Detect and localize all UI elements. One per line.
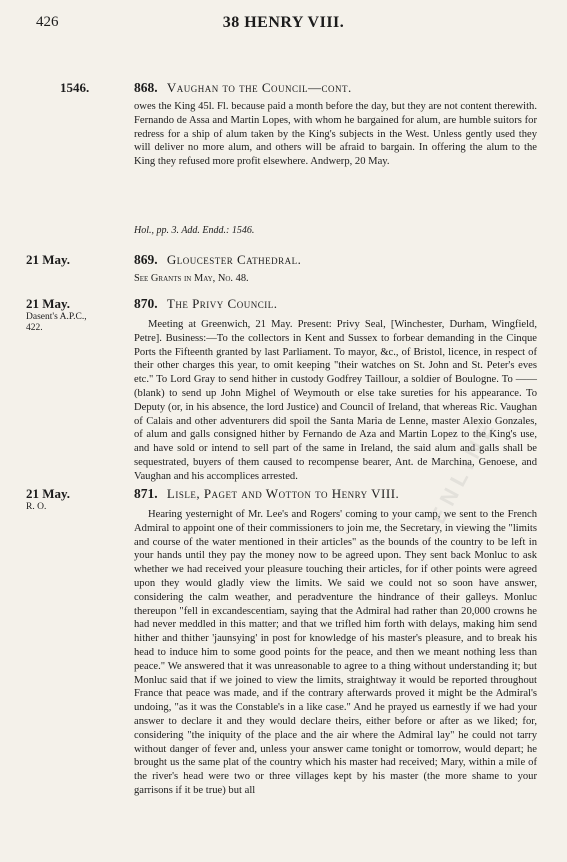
cross-reference: See Grants in May, No. 48. xyxy=(134,273,249,284)
margin-year: 1546. xyxy=(60,80,90,95)
date-text: 21 May. xyxy=(26,252,71,267)
date-text: 21 May. xyxy=(26,486,71,501)
entry-heading xyxy=(134,252,301,268)
entry-number: 870. xyxy=(134,296,158,311)
entry-title: Lisle, Paget and Wotton to Henry VIII. xyxy=(166,486,400,501)
entry-heading xyxy=(134,296,277,312)
source-reference: R. O. xyxy=(26,502,47,512)
entry-title: Gloucester Cathedral. xyxy=(166,252,302,267)
page-number: 426 xyxy=(36,14,59,30)
entry-date xyxy=(26,252,96,268)
entry-note: Hol., pp. 3. Add. Endd.: 1546. xyxy=(134,225,255,236)
entry-title: Vaughan to the Council—cont. xyxy=(166,80,352,95)
entry-body: owes the King 45l. Fl. because paid a month before the day, but they are not content therewith. Fernando de Assa and Martin Lopes, with whom he bargained for alum, are humble suitors for redress for a ship of alum taken by the King's subjects in the West. Unless gently used they will deliver no more alum, and others will be afraid to bargain. In offering the alum to the King they refused more profit elsewhere. Andwerp, 20 May. xyxy=(134,101,537,168)
entry-date xyxy=(26,296,96,334)
entry-heading xyxy=(134,80,352,96)
entry-text xyxy=(134,100,537,169)
entry-text: Hearing yesternight of Mr. Lee's and Rogers' coming to your camp, we sent to the French Admiral to appoint one of their commissioners to join me, the Secretary, in viewing the "limits and course of the water mentioned in their articles" as the bounds of the country to be left in your hands until they pay the money now to be agreed upon. They sent back Monluc to ask whether we had received your pleasure touching their articles, for if other points were agreed upon they would gladly view the limits. We said we could not so soon have answer, considering the calm weather, and peradventure the hindrance of their galleys. Monluc thereupon "fell in excandescentiam, saying that the Admiral had rather than 20,000 crowns he had never meddled in this matter; and that we trifled him forth with delays, making him send hither and thither 'jaunsying' in post for knowledge of his master's pleasure, and to break his head to induce him to some good points for the peace, and then we meant nothing less than peace." We answered that it was unreasonable to agree to a thing without understanding it; but Monluc said that if we joined to view the limits, straightway it would be reported throughout France that peace was made, and if the contrary afterwards proved it might be the Admiral's undoing, "as it was the Constable's in a like case." And he prayed us earnestly if we had your answer to declare it and they would declare theirs, either before or after as we liked; for, considering "the iniquity of the place and the air where the Admiral lay" he could not tarry without danger of fever and, unless your answer came tonight or tomorrow, would depart; he brought us the same plat of the country which his master had received; Mary, within a mile of the river's head were two or three villages kept by his master (the more shame to your garrisons if it be true) but all xyxy=(134,509,537,796)
watermark: ENLINE xyxy=(424,413,502,528)
entry-number: 869. xyxy=(134,252,158,267)
entry-date xyxy=(26,486,96,513)
running-title: 38 HENRY VIII. xyxy=(222,14,345,31)
entry-heading xyxy=(134,486,399,502)
date-text: 21 May. xyxy=(26,296,71,311)
entry-number: 868. xyxy=(134,80,158,95)
entry-number: 871. xyxy=(134,486,158,501)
running-head xyxy=(36,14,531,34)
source-reference: Dasent's A.P.C., 422. xyxy=(26,312,87,333)
entry-text: Meeting at Greenwich, 21 May. Present: Privy Seal, [Winchester, Durham, Wingfield, Petre]. Business:—To the collectors in Kent and Sussex to forbear demanding in the Cinque Ports the Fifteenth granted by last Parliament. To mayor, &c., of Bristol, licence, in respect of their other charges this year, to omit keeping "their watches on St. John and St. Peter's eves etc." To Lord Gray to send hither in custody Godfrey Taillour, a soldier of Boulogne. To —— (blank) to send up John Mighel of Weymouth or else take sureties for his appearance. To Deputy (or, in his absence, the lord Justice) and Council of Ireland, that whereas Ric. Vaughan of Calais and other adventurers did spoil the Santa Maria de Lenne, master Alexio Gonzales, of alum and galls consigned hither by Fernando de Aza and Martin Lopez to the King's use, and have sold or intend to sell part of the same in Ireland, the said alum and galls shall be sequestrated, buyers of them caused to recompense bearer, Ant. de Marchina, Genoese, and Vaughan and his accomplices arrested. xyxy=(134,319,537,482)
entry-title: The Privy Council. xyxy=(166,296,278,311)
